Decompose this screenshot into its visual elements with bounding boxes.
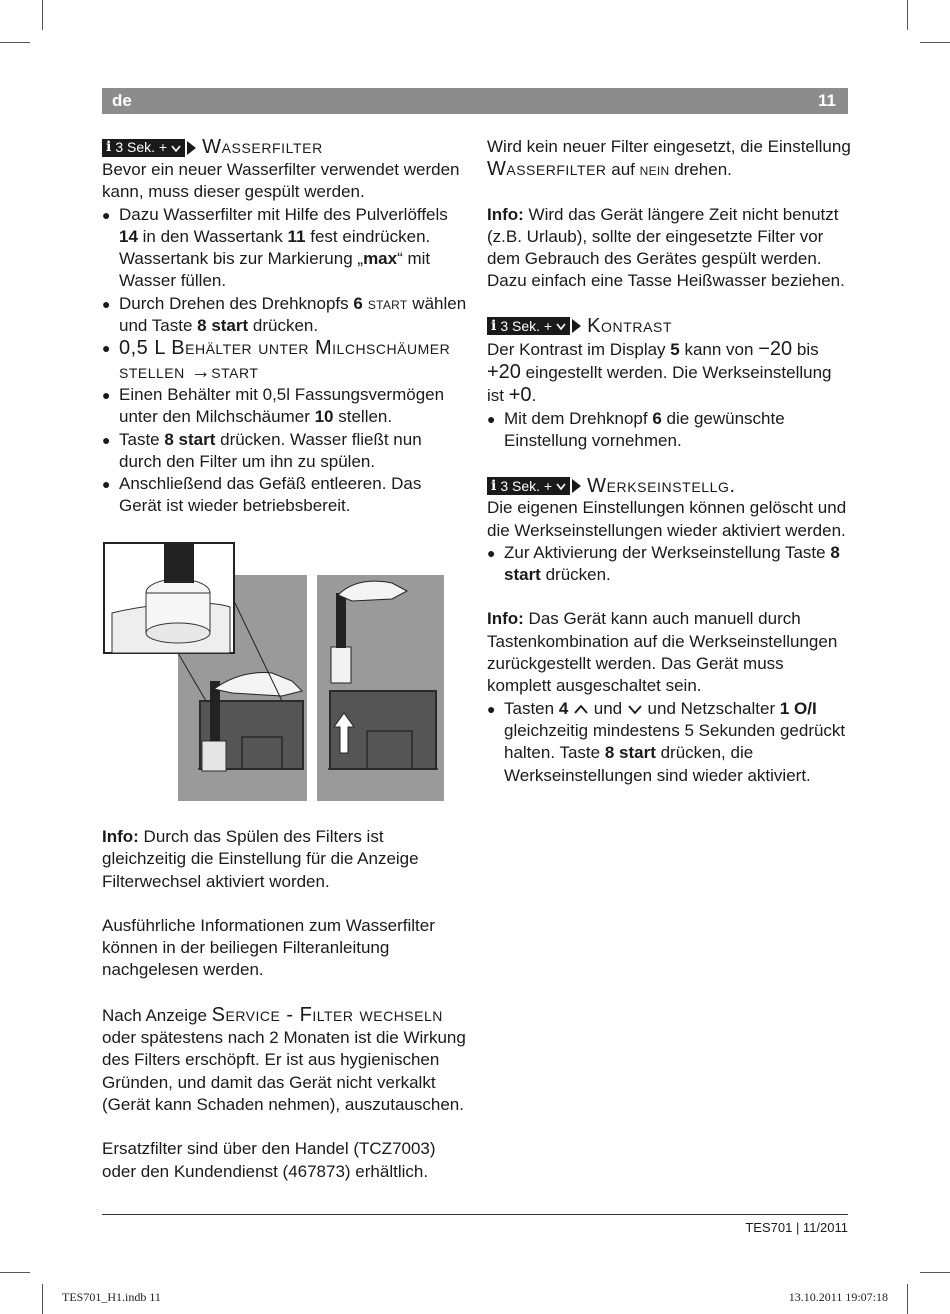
chevron-down-icon [556, 481, 566, 491]
crop-mark [907, 1284, 908, 1314]
left-column-lower [102, 826, 467, 1183]
list-item: ● Tasten 4 und und Netzschalter 1 O/I gleichzeitig mindestens 5 Sekunden gedrückt halten. Taste 8 start drücken, die Werkseinstellungen sind wieder aktiviert. [487, 698, 852, 787]
badge-label: 3 Sek. + [500, 477, 553, 494]
list-item: ● Anschließend das Gefäß entleeren. Das Gerät ist wieder betriebsbereit. [102, 473, 467, 518]
crop-mark [920, 42, 950, 43]
step-list [487, 408, 852, 453]
list-item: ● Durch Drehen des Drehknopfs 6 start wählen und Taste 8 start drücken. [102, 293, 467, 338]
chevron-down-icon [171, 143, 181, 153]
info-paragraph: Info: Das Gerät kann auch manuell durch Tastenkombination auf die Werkseinstellungen zurückgestellt werden. Das Gerät muss komplett ausgeschaltet sein. [487, 609, 838, 696]
list-item: ● Zur Aktivierung der Werkseinstellung Taste 8 start drücken. [487, 542, 852, 587]
footer-model: TES701 | 11/2011 [745, 1220, 848, 1235]
print-slug-file: TES701_H1.indb 11 [62, 1290, 161, 1304]
paragraph: Ersatzfilter sind über den Handel (TCZ7003) oder den Kundendienst (467873) erhältlich. [102, 1139, 436, 1181]
chevron-down-icon [627, 703, 643, 715]
list-item: ● Einen Behälter mit 0,5l Fassungsvermögen unter den Milchschäumer 10 stellen. [102, 384, 467, 429]
paragraph: Ausführliche Informationen zum Wasserfilter können in der beiliegen Filteranleitung nachgelesen werden. [102, 915, 435, 980]
info-icon: i [106, 139, 112, 156]
crop-mark [920, 1272, 950, 1273]
menu-badge [102, 139, 185, 157]
left-column [102, 136, 467, 518]
badge-label: 3 Sek. + [500, 318, 553, 335]
paragraph: Wird kein neuer Filter eingesetzt, die Einstellung Wasserfilter auf nein drehen. [487, 137, 851, 181]
page-number: 11 [818, 91, 836, 110]
list-item: ● Mit dem Drehknopf 6 die gewünschte Einstellung vornehmen. [487, 408, 852, 453]
section-heading-wasserfilter [102, 136, 467, 159]
page-header [102, 88, 848, 114]
menu-badge [487, 477, 570, 495]
section-title: Werkseinstellg. [587, 474, 736, 497]
info-icon: i [491, 318, 497, 335]
step-list [487, 542, 852, 587]
footer-rule [102, 1214, 848, 1215]
info-paragraph: Info: Durch das Spülen des Filters ist gleichzeitig die Einstellung für die Anzeige Filterwechsel aktiviert worden. [102, 827, 419, 891]
list-item: ● Dazu Wasserfilter mit Hilfe des Pulverlöffels 14 in den Wassertank 11 fest eindrücken. Wassertank bis zur Markierung „max“ mit Wasser füllen. [102, 204, 467, 293]
section-title: Kontrast [587, 315, 673, 338]
paragraph: Bevor ein neuer Wasserfilter verwendet werden kann, muss dieser gespült werden. [102, 160, 460, 202]
chevron-down-icon [556, 321, 566, 331]
arrow-right-icon [187, 141, 196, 155]
section-heading-kontrast [487, 315, 852, 338]
step-list [487, 698, 852, 787]
right-column [487, 136, 852, 787]
print-slug-date: 13.10.2011 19:07:18 [788, 1290, 888, 1304]
list-item: ● Taste 8 start drücken. Wasser fließt nun durch den Filter um ihn zu spülen. [102, 429, 467, 474]
filter-installation-illustration [102, 541, 444, 801]
crop-mark [42, 0, 43, 30]
list-item: ● 0,5 L Behälter unter Milchschäumer stellen →start [102, 337, 467, 384]
crop-mark [907, 0, 908, 30]
paragraph: Nach Anzeige Service - Filter wechseln oder spätestens nach 2 Monaten ist die Wirkung des Filters erschöpft. Er ist aus hygienischen Gründen, und damit das Gerät nicht verkalkt (Gerät kann Schaden nehmen), auszutauschen. [102, 1003, 466, 1114]
arrow-right-icon [572, 479, 581, 493]
section-heading-werkseinstellg [487, 474, 852, 497]
crop-mark [0, 42, 30, 43]
paragraph: Der Kontrast im Display 5 kann von −20 bis +20 eingestellt werden. Die Werkseinstellung ist +0. [487, 337, 832, 407]
paragraph: Die eigenen Einstellungen können gelöscht und die Werkseinstellungen wieder aktiviert werden. [487, 498, 847, 540]
badge-label: 3 Sek. + [115, 139, 168, 156]
section-title: Wasserfilter [202, 136, 323, 159]
language-code: de [112, 91, 132, 110]
crop-mark [42, 1284, 43, 1314]
info-icon: i [491, 477, 497, 494]
menu-badge [487, 317, 570, 335]
info-paragraph: Info: Wird das Gerät längere Zeit nicht benutzt (z.B. Urlaub), sollte der eingesetzte Filter vor dem Gebrauch des Gerätes gespült werden. Dazu einfach eine Tasse Heißwasser beziehen. [487, 204, 845, 291]
step-list [102, 204, 467, 518]
arrow-right-icon [572, 319, 581, 333]
crop-mark [0, 1272, 30, 1273]
chevron-up-icon [573, 703, 589, 715]
